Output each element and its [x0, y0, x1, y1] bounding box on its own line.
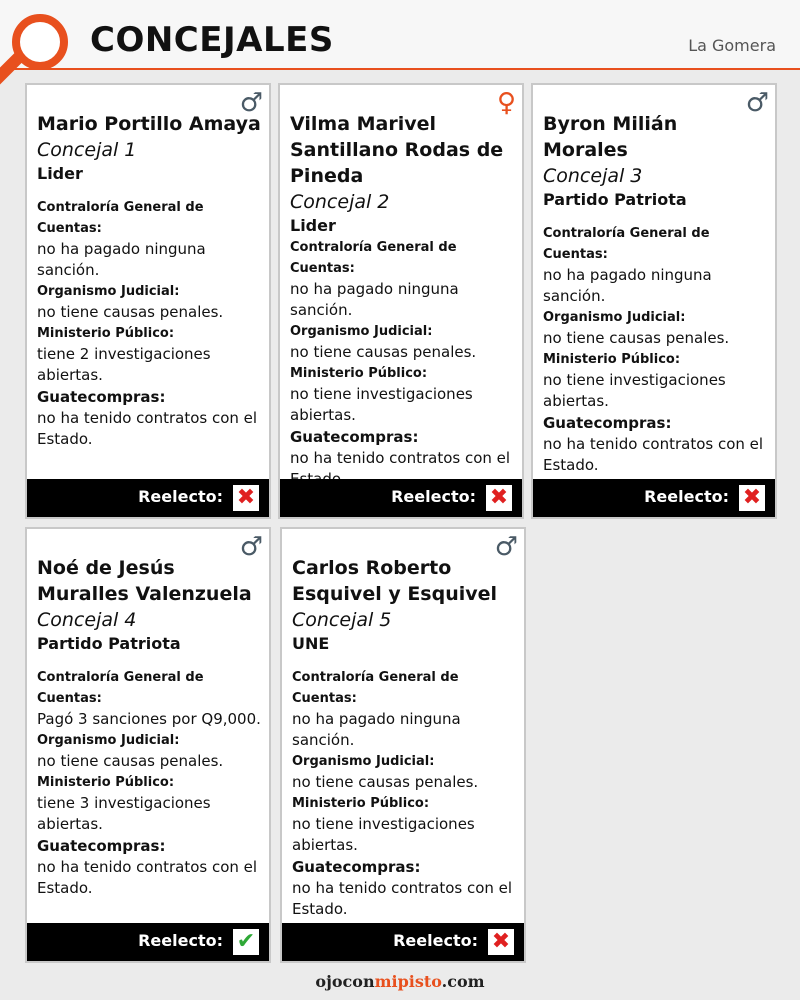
councilor-role: Concejal 1	[37, 139, 137, 161]
judicial-label: Organismo Judicial:	[290, 324, 433, 339]
contraloria-value: no ha pagado ninguna sanción.	[37, 240, 206, 279]
judicial-label: Organismo Judicial:	[37, 733, 180, 748]
reelect-label: Reelecto:	[393, 931, 478, 950]
councilor-name: Noé de Jesús Muralles Valenzuela	[37, 557, 252, 605]
reelect-bar	[27, 479, 269, 517]
councilor-party: UNE	[292, 634, 330, 653]
councilor-role: Concejal 5	[292, 609, 392, 631]
reelect-bar	[282, 923, 524, 961]
guatecompras-value: no ha tenido contratos con el	[290, 449, 511, 467]
guatecompras-label: Guatecompras:	[37, 837, 166, 855]
ministerio-value: tiene 2 investigaciones abiertas.	[37, 345, 211, 384]
guatecompras-label: Guatecompras:	[37, 388, 166, 406]
contraloria-value: no ha pagado ninguna sanción.	[292, 710, 461, 749]
guatecompras-label: Guatecompras:	[543, 414, 672, 432]
ministerio-value: no tiene investigaciones abiertas.	[292, 815, 475, 854]
site-credit	[0, 972, 800, 991]
councilor-role: Concejal 2	[290, 191, 390, 213]
councilor-card	[25, 527, 271, 963]
councilor-card	[531, 83, 777, 519]
contraloria-value: no ha pagado ninguna sanción.	[543, 266, 712, 305]
contraloria-label: Contraloría General de Cuentas:	[290, 240, 457, 276]
reelect-label: Reelecto:	[391, 487, 476, 506]
guatecompras-value: no ha tenido contratos con el Estado.	[37, 409, 258, 448]
guatecompras-value: no ha tenido contratos con el Estado.	[543, 435, 764, 474]
judicial-value: no tiene causas penales.	[37, 752, 224, 770]
contraloria-label: Contraloría General de Cuentas:	[543, 226, 710, 262]
male-icon: ♂	[239, 532, 263, 562]
ministerio-value: tiene 3 investigaciones abiertas.	[37, 794, 211, 833]
site-credit-highlight: mipisto	[374, 972, 442, 991]
councilor-party: Lider	[290, 216, 336, 235]
cross-icon: ✖	[233, 485, 259, 511]
ministerio-label: Ministerio Público:	[292, 796, 430, 811]
reelect-bar	[27, 923, 269, 961]
ministerio-label: Ministerio Público:	[37, 775, 175, 790]
page-header	[0, 0, 800, 70]
ministerio-label: Ministerio Público:	[37, 326, 175, 341]
contraloria-label: Contraloría General de Cuentas:	[37, 670, 204, 706]
councilor-party: Partido Patriota	[37, 634, 181, 653]
judicial-value: no tiene causas penales.	[37, 303, 224, 321]
page-title: CONCEJALES	[90, 20, 334, 60]
magnifier-handle-icon	[0, 49, 27, 86]
contraloria-label: Contraloría General de Cuentas:	[292, 670, 459, 706]
female-icon: ♀	[496, 88, 516, 118]
judicial-value: no tiene causas penales.	[290, 343, 477, 361]
judicial-label: Organismo Judicial:	[292, 754, 435, 769]
councilor-name: Byron Milián Morales	[543, 113, 678, 161]
reelect-label: Reelecto:	[138, 931, 223, 950]
guatecompras-label: Guatecompras:	[292, 858, 421, 876]
judicial-label: Organismo Judicial:	[543, 310, 686, 325]
councilor-card	[280, 527, 526, 963]
ministerio-label: Ministerio Público:	[290, 366, 428, 381]
councilor-role: Concejal 3	[543, 165, 643, 187]
judicial-label: Organismo Judicial:	[37, 284, 180, 299]
councilor-card	[278, 83, 524, 519]
male-icon: ♂	[239, 88, 263, 118]
reelect-label: Reelecto:	[138, 487, 223, 506]
ministerio-value: no tiene investigaciones abiertas.	[543, 371, 726, 410]
councilor-name: Vilma Marivel Santillano Rodas de Pineda	[290, 113, 504, 187]
male-icon: ♂	[745, 88, 769, 118]
contraloria-value: Pagó 3 sanciones por Q9,000.	[37, 710, 261, 728]
cross-icon: ✖	[486, 485, 512, 511]
councilor-name: Carlos Roberto Esquivel y Esquivel	[292, 557, 498, 605]
councilor-party: Lider	[37, 164, 83, 183]
guatecompras-value: no ha tenido contratos con el Estado.	[37, 858, 258, 897]
reelect-bar	[533, 479, 775, 517]
ministerio-value: no tiene investigaciones abiertas.	[290, 385, 473, 424]
judicial-value: no tiene causas penales.	[543, 329, 730, 347]
guatecompras-label: Guatecompras:	[290, 428, 419, 446]
councilor-card	[25, 83, 271, 519]
councilor-role: Concejal 4	[37, 609, 137, 631]
contraloria-label: Contraloría General de Cuentas:	[37, 200, 204, 236]
cross-icon: ✖	[739, 485, 765, 511]
male-icon: ♂	[494, 532, 518, 562]
site-credit-part: ojocon	[315, 972, 375, 991]
region-label: La Gomera	[688, 36, 776, 55]
site-credit-part: .com	[441, 972, 485, 991]
reelect-bar	[280, 479, 522, 517]
contraloria-value: no ha pagado ninguna sanción.	[290, 280, 459, 319]
reelect-label: Reelecto:	[644, 487, 729, 506]
guatecompras-value: no ha tenido contratos con el Estado.	[292, 879, 513, 918]
ministerio-label: Ministerio Público:	[543, 352, 681, 367]
check-icon: ✔	[233, 929, 259, 955]
councilor-party: Partido Patriota	[543, 190, 687, 209]
councilor-name: Mario Portillo Amaya	[37, 113, 261, 135]
cross-icon: ✖	[488, 929, 514, 955]
judicial-value: no tiene causas penales.	[292, 773, 479, 791]
